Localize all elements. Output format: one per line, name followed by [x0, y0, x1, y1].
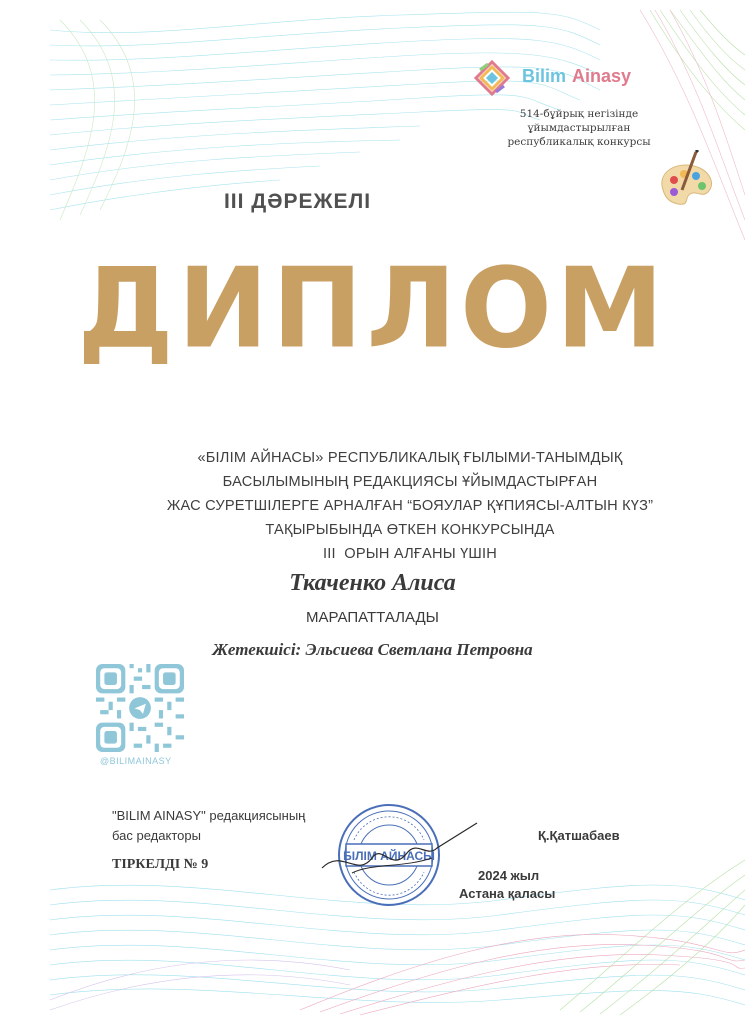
stamp-label: БІЛІМ АЙНАСЫ — [343, 849, 435, 863]
award-reason-line-2: БАСЫЛЫМЫНЫҢ РЕДАКЦИЯСЫ ҰЙЫМДАСТЫРҒАН — [222, 474, 598, 490]
award-reason-line-5: ІІІ ОРЫН АЛҒАНЫ ҮШІН — [323, 546, 497, 562]
supervisor-line: Жетекшісі: Эльсиева Светлана Петровна — [212, 640, 533, 659]
bilim-ainasy-logo-icon — [470, 58, 514, 98]
editor-name: Қ.Қатшабаев — [538, 828, 620, 843]
editor-title-line-2: бас редакторы — [112, 828, 201, 843]
contest-note — [474, 107, 684, 149]
recipient-name: Ткаченко Алиса — [289, 570, 456, 596]
award-word: МАРАПАТТАЛАДЫ — [306, 609, 439, 626]
contest-note-line-1: 514-бұйрық негізінде ұйымдастырылған — [519, 108, 639, 134]
award-reason-line-1: «БІЛІМ АЙНАСЫ» РЕСПУБЛИКАЛЫҚ ҒЫЛЫМИ-ТАНЫМДЫҚ — [197, 450, 623, 466]
degree-heading — [0, 190, 745, 214]
brand-word-1: Bilim — [522, 66, 567, 86]
issue-city: Астана қаласы — [459, 886, 556, 901]
signature-icon — [312, 818, 482, 888]
brand-name — [522, 66, 631, 87]
editor-title-line-1: "BILIM AINASY" редакциясының — [112, 808, 306, 823]
award-reason — [140, 446, 680, 566]
registration-number: ТІРКЕЛДІ № 9 — [112, 857, 209, 872]
issue-year: 2024 жыл — [478, 868, 540, 883]
award-reason-line-4: ТАҚЫРЫБЫНДА ӨТКЕН КОНКУРСЫНДА — [265, 522, 555, 538]
editor-title — [112, 806, 305, 846]
qr-caption: @BILIMAINASY — [100, 756, 172, 766]
diploma-title: ДИПЛОМ — [77, 245, 668, 374]
award-reason-line-3: ЖАС СУРЕТШІЛЕРГЕ АРНАЛҒАН “БОЯУЛАР ҚҰПИЯСЫ-АЛТЫН КҮЗ” — [166, 498, 654, 514]
degree-text: ІІІ ДӘРЕЖЕЛІ — [223, 190, 372, 213]
brand-logo — [470, 58, 670, 98]
qr-code-icon — [96, 664, 184, 752]
brand-word-2: Ainasy — [572, 66, 632, 86]
contest-note-line-2: республикалық конкурсы — [507, 136, 651, 148]
